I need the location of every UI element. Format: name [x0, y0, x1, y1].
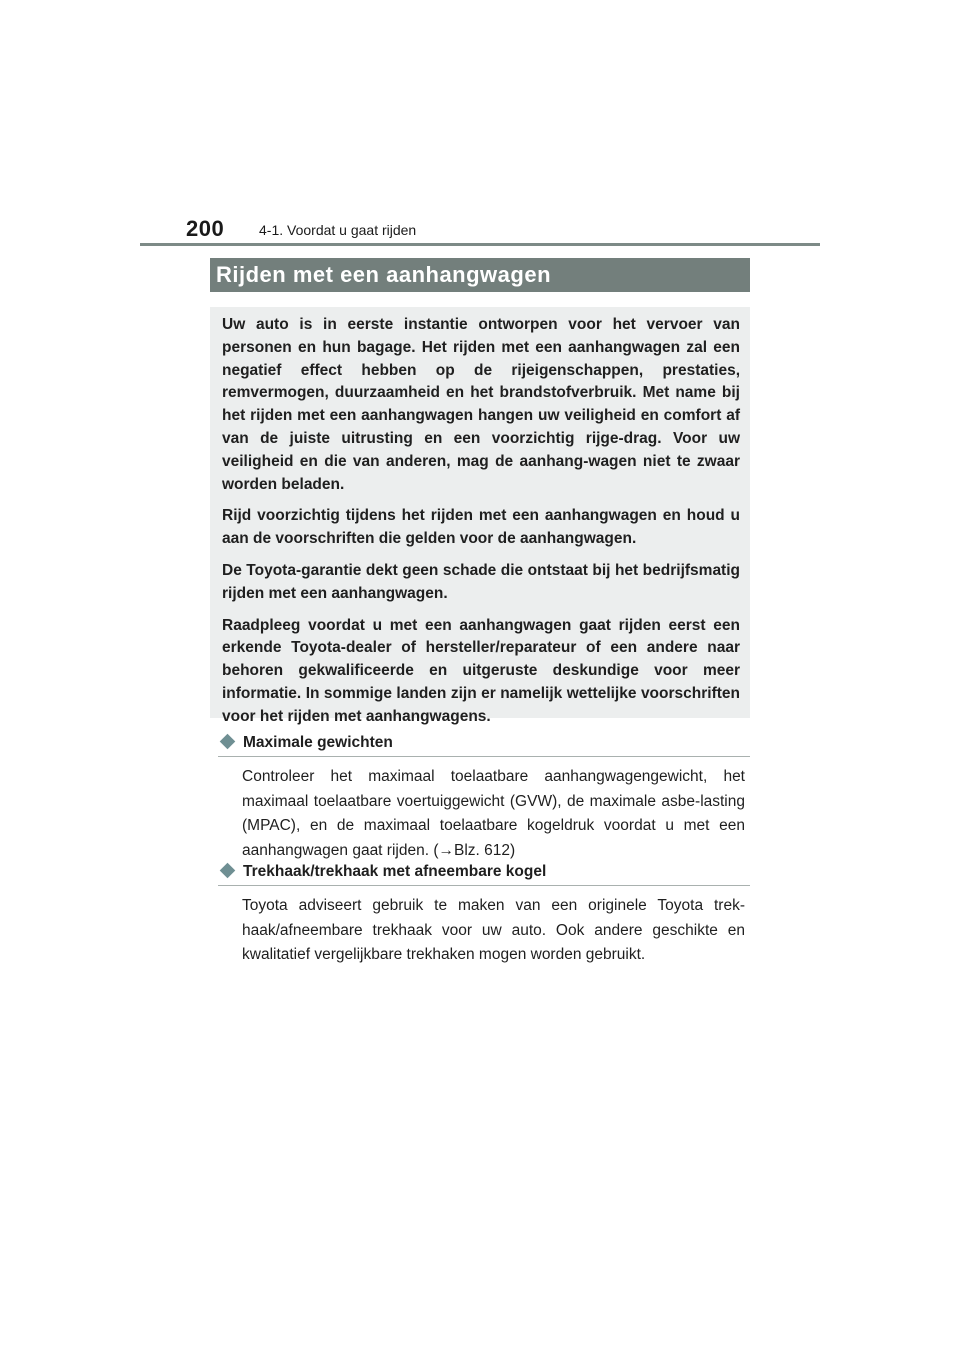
page-number: 200: [186, 216, 225, 241]
subheading-trekhaak: [218, 863, 750, 886]
subheading-maximale-gewichten: [218, 734, 750, 757]
subsection-paragraph: Controleer het maximaal toelaatbare aanhangwagengewicht, het maximaal toelaatbare voertuiggewicht (GVW), de maximale asbe-lasting (MPAC), en de maximaal toelaatbare kogeldruk voordat u met een aanhangwagen gaat rijden. (→Blz. 612): [242, 768, 745, 860]
intro-paragraph: Uw auto is in eerste instantie ontworpen voor het vervoer van personen en hun bagage. Het rijden met een aanhangwagen zal een negatief effect hebben op de rijeigenschappen, prestaties, remvermogen, duurzaamheid en het brandstofverbruik. Met name bij het rijden met een aanhangwagen hangen uw veiligheid en comfort af van de juiste uitrusting en een voorzichtig rijge-drag. Voor uw veiligheid en die van anderen, mag de aanhang-wagen niet te zwaar worden beladen.: [222, 316, 740, 493]
subheading-label: Trekhaak/trekhaak met afneembare kogel: [243, 863, 547, 880]
subsection-body: [242, 894, 745, 968]
subsection-paragraph: Toyota adviseert gebruik te maken van een originele Toyota trek-haak/afneembare trekhaak voor uw auto. Ook andere geschikte en kwalitatief vergelijkbare trekhaken mogen worden gebruikt.: [242, 897, 745, 964]
diamond-bullet-icon: [220, 863, 236, 879]
intro-paragraph: De Toyota-garantie dekt geen schade die ontstaat bij het bedrijfsmatig rijden met een aanhangwagen.: [222, 561, 740, 602]
intro-paragraph: Rijd voorzichtig tijdens het rijden met een aanhangwagen en houd u aan de voorschriften die gelden voor de aanhangwagen.: [222, 507, 740, 548]
intro-box: [210, 307, 750, 725]
running-header: 4-1. Voordat u gaat rijden: [259, 222, 417, 238]
subsection-body: [242, 765, 745, 864]
section-title: Rijden met een aanhangwagen: [210, 258, 750, 292]
subheading-label: Maximale gewichten: [243, 734, 393, 751]
header-divider: [140, 243, 820, 246]
intro-paragraph: Raadpleeg voordat u met een aanhangwagen gaat rijden eerst een erkende Toyota-dealer of hersteller/reparateur of een andere naar behoren gekwalificeerde en uitgeruste deskundige voor meer informatie. In sommige landen zijn er namelijk wettelijke voorschriften voor het rijden met aanhangwagens.: [222, 616, 740, 725]
diamond-bullet-icon: [220, 734, 236, 750]
